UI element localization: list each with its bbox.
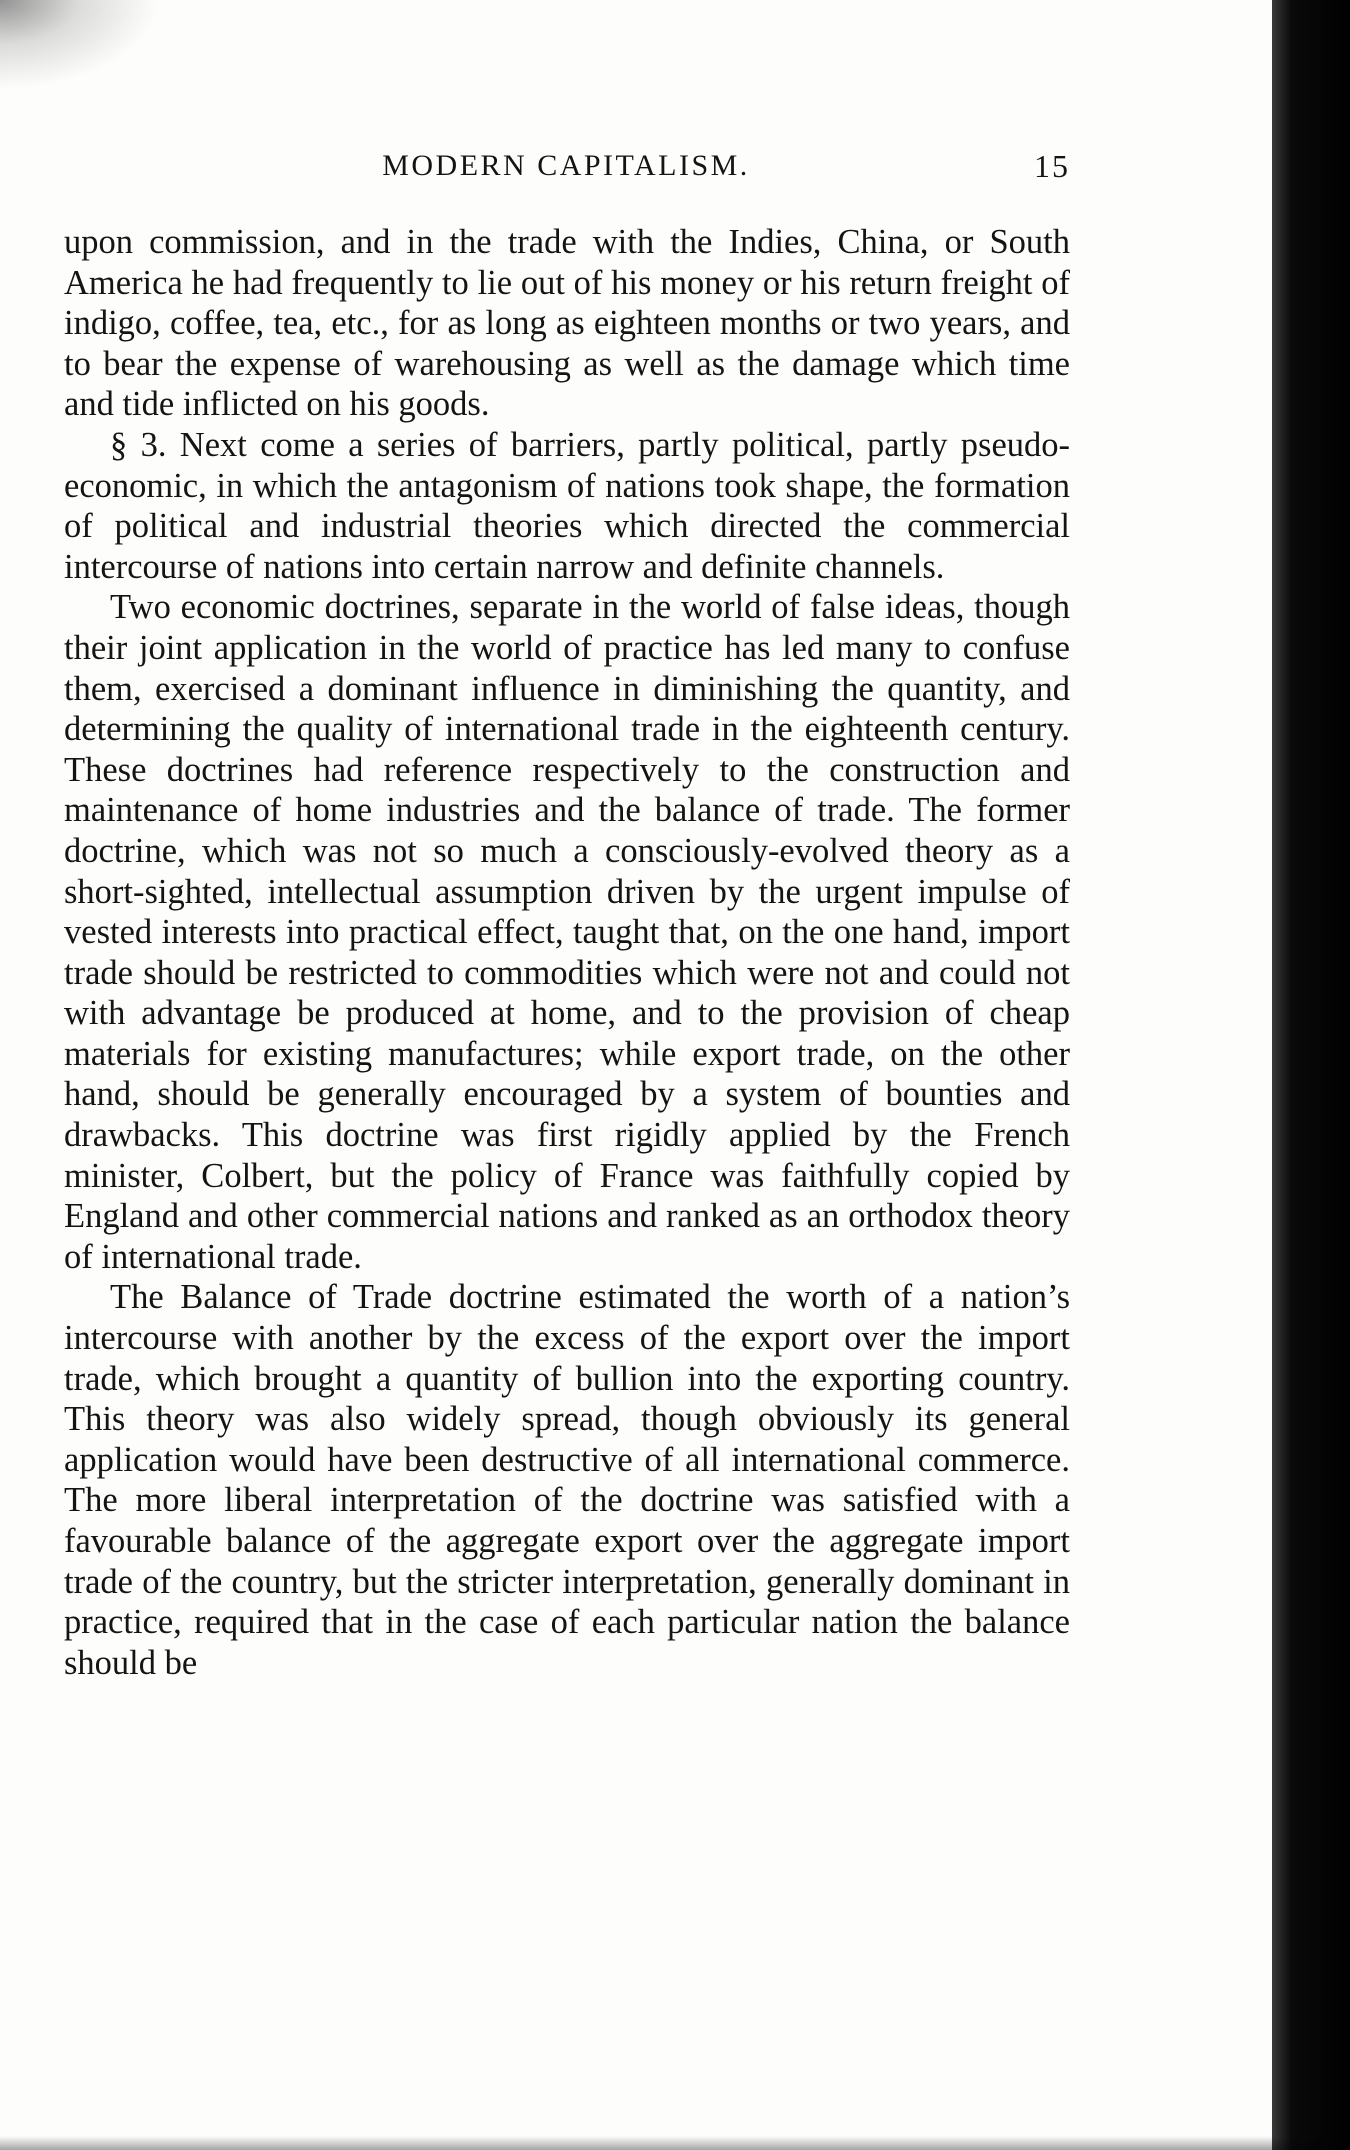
- paragraph-balance-of-trade: The Balance of Trade doctrine estimated the worth of a nation’s intercourse with another by the excess of the export over the import trade, which brought a quantity of bullion into the exporting country. This theory was also widely spread, though obviously its general application would have been destructive of all international commerce. The more liberal interpretation of the doctrine was satisfied with a favourable balance of the aggregate export over the aggregate import trade of the country, but the stricter interpretation, generally dominant in practice, required that in the case of each particular nation the balance should be: [64, 1278, 1070, 1682]
- scan-corner-smudge: [0, 0, 160, 90]
- running-title: MODERN CAPITALISM.: [382, 149, 750, 182]
- body-text: [64, 222, 1070, 1683]
- scan-bottom-edge: [0, 2136, 1350, 2150]
- page-number: 15: [1034, 148, 1070, 184]
- paragraph-continuation: upon commission, and in the trade with the Indies, China, or South America he had frequently to lie out of his money or his return freight of indigo, coffee, tea, etc., for as long as eighteen months or two years, and to bear the expense of warehousing as well as the damage which time and tide inflicted on his goods.: [64, 223, 1070, 424]
- paragraph-section-3: § 3. Next come a series of barriers, partly political, partly pseudo-economic, in which the antagonism of nations took shape, the formation of political and industrial theories which directed the commercial intercourse of nations into certain narrow and definite channels.: [64, 425, 1070, 586]
- running-head: [62, 146, 1070, 186]
- scan-binding-shadow: [1272, 0, 1350, 2150]
- paragraph-economic-doctrines: Two economic doctrines, separate in the world of false ideas, though their joint application in the world of practice has led many to confuse them, exercised a dominant influence in diminishing the quantity, and determining the quality of international trade in the eighteenth century. These doctrines had reference respectively to the construction and maintenance of home industries and the balance of trade. The former doctrine, which was not so much a consciously-evolved theory as a short-sighted, intellectual assumption driven by the urgent impulse of vested interests into practical effect, taught that, on the one hand, import trade should be restricted to commodities which were not and could not with advantage be produced at home, and to the provision of cheap materials for existing manufactures; while export trade, on the other hand, should be generally encouraged by a system of bounties and drawbacks. This doctrine was first rigidly applied by the French minister, Colbert, but the policy of France was faithfully copied by England and other commercial nations and ranked as an orthodox theory of international trade.: [64, 588, 1070, 1276]
